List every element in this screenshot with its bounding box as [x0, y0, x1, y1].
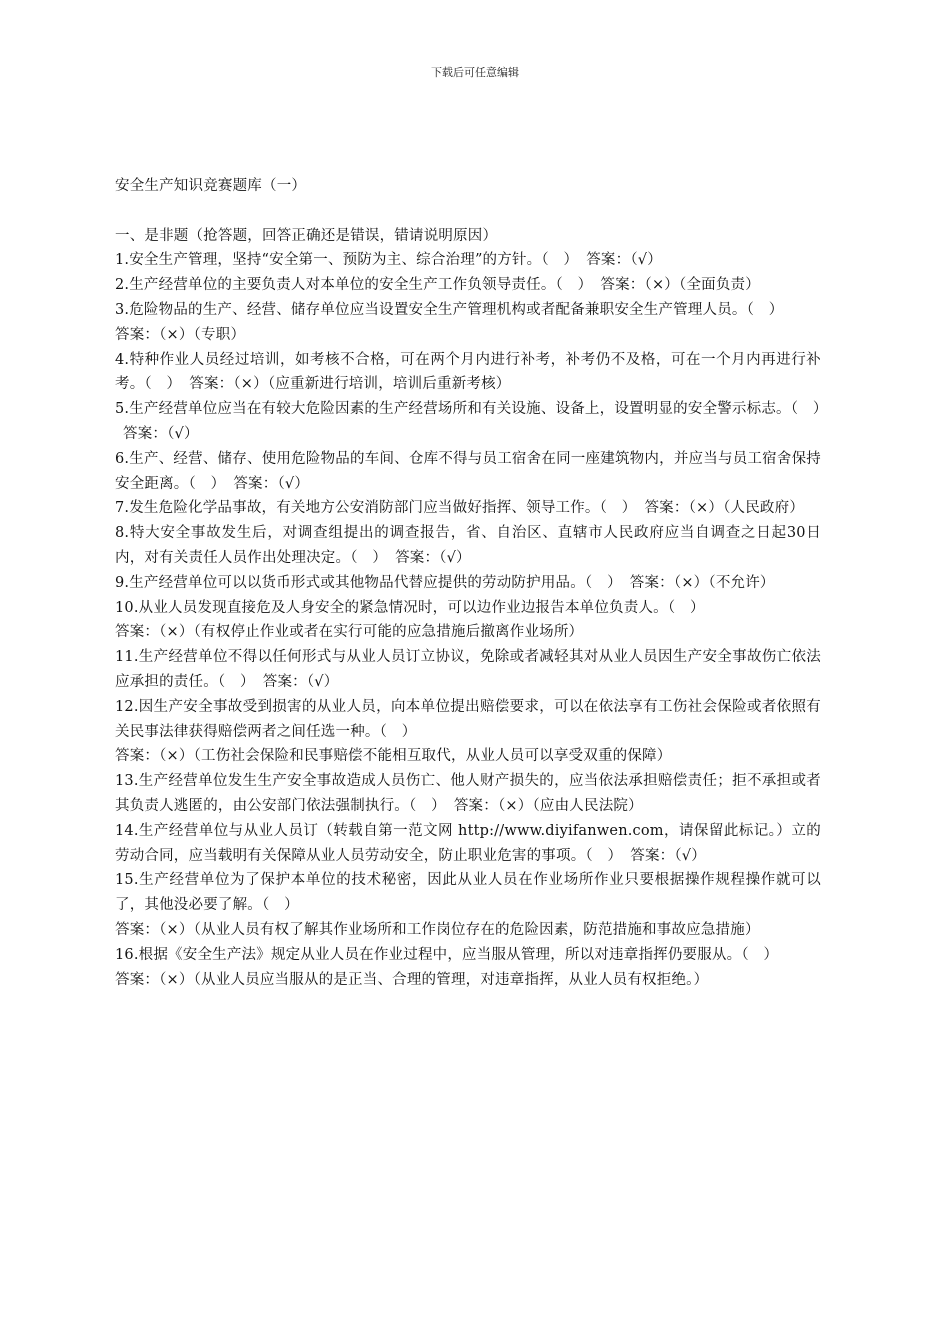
answer-text: 答案：（×）（应由人民法院） — [453, 797, 643, 814]
question-item — [115, 819, 821, 869]
question-item — [115, 769, 821, 819]
answer-text: 答案：（×）（有权停止作业或者在实行可能的应急措施后撤离作业场所） — [115, 624, 584, 641]
blank-line — [115, 199, 821, 224]
question-item — [115, 496, 821, 521]
question-item — [115, 596, 821, 621]
header-note: 下载后可任意编辑 — [431, 66, 519, 79]
question-item — [115, 273, 821, 298]
answer-text: 答案：（√） — [233, 475, 310, 492]
answer-text: 答案：（×）（人民政府） — [644, 500, 805, 517]
answer-text: 答案：（×）（不允许） — [629, 574, 775, 591]
question-item — [115, 645, 821, 695]
question-text: 8.特大安全事故发生后，对调查组提出的调查报告，省、自治区、直辖市人民政府应当自调查之日起30日内，对有关责任人员作出处理决定。（ ） — [115, 525, 821, 566]
answer-text: 答案：（×）（工伤社会保险和民事赔偿不能相互取代，从业人员可以享受双重的保障） — [115, 748, 672, 765]
question-item — [115, 868, 821, 918]
answer-text: 答案：（√） — [630, 847, 706, 864]
question-text: 14.生产经营单位与从业人员订（转载自第一范文网 http://www.diyifanwen.com，请保留此标记。）立的劳动合同，应当载明有关保障从业人员劳动安全，防止职业危害的事项。（ ） — [115, 822, 821, 864]
section-heading: 一、是非题（抢答题，回答正确还是错误，错请说明原因） — [115, 227, 498, 244]
question-text: 6.生产、经营、储存、使用危险物品的车间、仓库不得与员工宿舍在同一座建筑物内，并应当与员工宿舍保持安全距离。（ ） — [115, 450, 821, 492]
question-item — [115, 298, 821, 323]
answer-text: 答案：（×）（从业人员应当服从的是正当、合理的管理，对违章指挥，从业人员有权拒绝。） — [115, 971, 709, 988]
question-text: 7.发生危险化学品事故，有关地方公安消防部门应当做好指挥、领导工作。（ ） — [115, 500, 637, 517]
question-item — [115, 447, 821, 497]
question-text: 9.生产经营单位可以以货币形式或其他物品代替应提供的劳动防护用品。（ ） — [115, 574, 622, 591]
question-text: 13.生产经营单位发生生产安全事故造成人员伤亡、他人财产损失的，应当依法承担赔偿责任；拒不承担或者其负责人逃匿的，由公安部门依法强制执行。（ ） — [115, 773, 821, 814]
question-list — [115, 248, 828, 992]
question-text: 1.安全生产管理，坚持“安全第一、预防为主、综合治理”的方针。（ ） — [115, 252, 579, 269]
question-text: 5.生产经营单位应当在有较大危险因素的生产经营场所和有关设施、设备上，设置明显的安全警示标志。（ ） — [115, 401, 828, 418]
answer-text: 答案：（√） — [586, 252, 662, 269]
question-text: 12.因生产安全事故受到损害的从业人员，向本单位提出赔偿要求，可以在依法享有工伤社会保险或者依照有关民事法律获得赔偿两者之间任选一种。（ ） — [115, 698, 821, 740]
answer-text: 答案：（√） — [262, 673, 339, 690]
answer-text: 答案：（×）（全面负责） — [600, 277, 760, 294]
document-title: 安全生产知识竞赛题库（一） — [115, 178, 307, 194]
question-item — [115, 397, 828, 447]
question-item — [115, 571, 821, 596]
question-item — [115, 521, 821, 571]
question-text: 16.根据《安全生产法》规定从业人员在作业过程中，应当服从管理，所以对违章指挥仍要服从。（ ） — [115, 946, 779, 963]
answer-text: 答案：（√） — [123, 425, 199, 442]
document-body — [115, 174, 828, 992]
question-text: 10.从业人员发现直接危及人身安全的紧急情况时，可以边作业边报告本单位负责人。（ ） — [115, 599, 705, 616]
question-item — [115, 248, 821, 273]
answer-text: 答案：（×）（专职） — [115, 326, 246, 343]
question-item — [115, 348, 821, 398]
question-text: 3.危险物品的生产、经营、储存单位应当设置安全生产管理机构或者配备兼职安全生产管理人员。（ ） — [115, 301, 784, 318]
question-text: 2.生产经营单位的主要负责人对本单位的安全生产工作负领导责任。（ ） — [115, 277, 593, 294]
answer-text: 答案：（×）（从业人员有权了解其作业场所和工作岗位存在的危险因素，防范措施和事故应急措施） — [115, 921, 760, 938]
question-text: 15.生产经营单位为了保护本单位的技术秘密，因此从业人员在作业场所作业只要根据操作规程操作就可以了，其他没必要了解。（ ） — [115, 872, 821, 914]
question-text: 11.生产经营单位不得以任何形式与从业人员订立协议，免除或者减轻其对从业人员因生产安全事故伤亡依法应承担的责任。（ ） — [115, 649, 821, 690]
answer-text: 答案：（×）（应重新进行培训，培训后重新考核） — [189, 376, 511, 393]
question-item — [115, 695, 821, 745]
question-text: 4.特种作业人员经过培训，如考核不合格，可在两个月内进行补考，补考仍不及格，可在一个月内再进行补考。（ ） — [115, 351, 821, 393]
question-item — [115, 943, 821, 968]
answer-text: 答案：（√） — [395, 549, 471, 566]
